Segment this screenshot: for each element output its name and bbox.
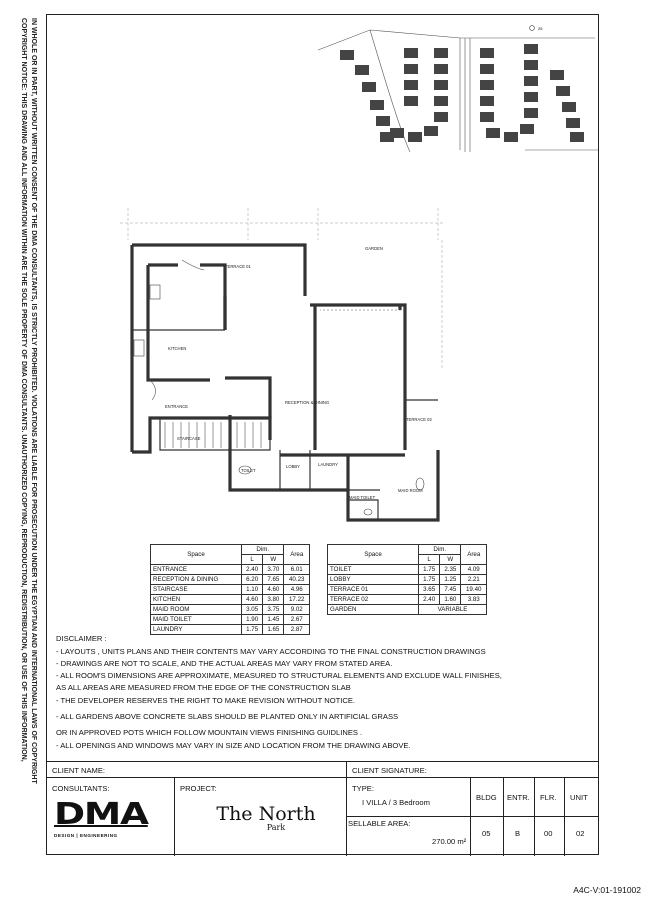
table-row [151, 625, 310, 635]
room-table-right [327, 544, 487, 615]
bldg-label: BLDG [476, 793, 497, 802]
type-value: I VILLA / 3 Bedroom [362, 798, 430, 807]
label-kitchen: KITCHEN [168, 346, 187, 351]
cell-space: MAID ROOM [151, 605, 242, 615]
type-label: TYPE: [352, 784, 374, 793]
cell-area: 2.21 [461, 575, 487, 585]
col-l: L [419, 555, 440, 565]
cell-l: 1.10 [242, 585, 263, 595]
flr-value: 00 [544, 829, 553, 838]
label-laundry: LAUNDRY [318, 462, 338, 467]
cell-space: KITCHEN [151, 595, 242, 605]
cell-l: 1.75 [419, 575, 440, 585]
table-row [328, 575, 487, 585]
site-plan-label: 25 [538, 26, 543, 31]
disclaimer-line: - LAYOUTS , UNITS PLANS AND THEIR CONTENTS MAY VARY ACCORDING TO THE FINAL CONSTRUCTION DRAWINGS [56, 647, 486, 656]
cell-area: 2.87 [284, 625, 310, 635]
sellable-area-label: SELLABLE AREA: [348, 819, 411, 828]
cell-l: 2.40 [242, 565, 263, 575]
disclaimer-line: - ALL GARDENS ABOVE CONCRETE SLABS SHOULD BE PLANTED ONLY IN ARTIFICIAL GRASS [56, 712, 399, 721]
cell-l: 1.75 [242, 625, 263, 635]
dma-logo [54, 797, 169, 838]
cell-area: 9.02 [284, 605, 310, 615]
label-terrace-02: TERRACE 02 [406, 417, 432, 422]
cell-space: TERRACE 02 [328, 595, 419, 605]
cell-l: 6.20 [242, 575, 263, 585]
cell-w: 3.70 [263, 565, 284, 575]
label-garden: GARDEN [365, 246, 383, 251]
col-space: Space [151, 545, 242, 565]
cell-space: RECEPTION & DINING [151, 575, 242, 585]
cell-w: 1.65 [263, 625, 284, 635]
cell-l: 2.40 [419, 595, 440, 605]
copyright-notice [8, 14, 50, 884]
entr-value: B [515, 829, 521, 838]
cell-space: LAUNDRY [151, 625, 242, 635]
entr-label: ENTR. [507, 793, 530, 802]
label-lobby: LOBBY [286, 464, 300, 469]
cell-area: VARIABLE [419, 605, 487, 615]
disclaimer-line: - THE DEVELOPER RESERVES THE RIGHT TO MAKE REVISION WITHOUT NOTICE. [56, 696, 356, 705]
cell-area: 17.22 [284, 595, 310, 605]
cell-l: 3.05 [242, 605, 263, 615]
cell-area: 6.01 [284, 565, 310, 575]
table-row [151, 615, 310, 625]
cell-w: 3.80 [263, 595, 284, 605]
cell-area: 2.67 [284, 615, 310, 625]
label-entrance: ENTRANCE [165, 404, 189, 409]
col-w: W [263, 555, 284, 565]
cell-area: 19.40 [461, 585, 487, 595]
project-logo [206, 804, 326, 832]
project-label: PROJECT: [180, 784, 217, 793]
project-logo-line1: The North [216, 803, 316, 825]
cell-l: 3.65 [419, 585, 440, 595]
col-space: Space [328, 545, 419, 565]
cell-space: ENTRANCE [151, 565, 242, 575]
table-row [151, 585, 310, 595]
col-w: W [440, 555, 461, 565]
flr-label: FLR. [540, 793, 557, 802]
cell-area: 3.83 [461, 595, 487, 605]
room-table-left [150, 544, 310, 635]
col-l: L [242, 555, 263, 565]
project-logo-line2: Park [266, 823, 286, 832]
cell-space: STAIRCASE [151, 585, 242, 595]
table-row [328, 595, 487, 605]
label-maid-room: MAID ROOM [398, 488, 423, 493]
floor-plan [120, 200, 450, 530]
sellable-area-value: 270.00 m² [432, 837, 467, 846]
label-terrace-01: TERRACE 01 [225, 264, 251, 269]
unit-value: 02 [576, 829, 585, 838]
cell-space: LOBBY [328, 575, 419, 585]
bldg-value: 05 [482, 829, 491, 838]
site-key-plan [310, 20, 600, 160]
client-signature-label: CLIENT SIGNATURE: [352, 766, 427, 775]
table-row [151, 605, 310, 615]
svg-text:COPYRIGHT NOTICE: THIS DRAWING [20, 18, 27, 762]
label-reception: RECEPTION & DINING [285, 400, 330, 405]
cell-space: TERRACE 01 [328, 585, 419, 595]
svg-text:IN WHOLE OR IN PART, WITHOUT W [30, 18, 37, 784]
col-dim: Dim. [419, 545, 461, 555]
cell-l: 1.75 [419, 565, 440, 575]
cell-l: 1.90 [242, 615, 263, 625]
cell-space: TOILET [328, 565, 419, 575]
table-row [151, 575, 310, 585]
disclaimer-line: - ALL ROOM'S DIMENSIONS ARE APPROXIMATE, MEASURED TO STRUCTURAL ELEMENTS AND EXCLUDE WALL FINISHES, [56, 671, 502, 680]
client-name-label: CLIENT NAME: [52, 766, 106, 775]
label-maid-toilet: MAID TOILET [349, 495, 376, 500]
cell-space: MAID TOILET [151, 615, 242, 625]
cell-space: GARDEN [328, 605, 419, 615]
table-row [328, 585, 487, 595]
cell-w: 1.25 [440, 575, 461, 585]
disclaimer-title: DISCLAIMER : [56, 634, 107, 643]
col-area: Area [461, 545, 487, 565]
cell-w: 4.60 [263, 585, 284, 595]
cell-area: 40.23 [284, 575, 310, 585]
disclaimer-line: - ALL OPENINGS AND WINDOWS MAY VARY IN SIZE AND LOCATION FROM THE DRAWING ABOVE. [56, 741, 411, 750]
dma-logo-sub: DESIGN | ENGINEERING [54, 833, 118, 838]
cell-area: 4.96 [284, 585, 310, 595]
copyright-line-2: IN WHOLE OR IN PART, WITHOUT WRITTEN CONSENT OF THE DMA CONSULTANTS, IS STRICTLY PROHIBITED. VIOLATIONS ARE LIABLE FOR PROSECUTION UNDER THE EGYPTIAN AND INTERNATIONAL LAWS OF COPYRIGHT [30, 18, 37, 784]
cell-w: 3.75 [263, 605, 284, 615]
table-row [151, 565, 310, 575]
table-row [328, 565, 487, 575]
cell-w: 1.60 [440, 595, 461, 605]
label-staircase: STAIRCASE [177, 436, 201, 441]
label-toilet: TOILET [241, 468, 256, 473]
disclaimer-line: AS ALL AREAS ARE MEASURED FROM THE EDGE OF THE CONSTRUCTION SLAB [56, 683, 351, 692]
cell-w: 7.45 [440, 585, 461, 595]
cell-w: 1.45 [263, 615, 284, 625]
disclaimer-line: - DRAWINGS ARE NOT TO SCALE, AND THE ACTUAL AREAS MAY VARY FROM STATED AREA. [56, 659, 393, 668]
cell-area: 4.09 [461, 565, 487, 575]
cell-l: 4.60 [242, 595, 263, 605]
copyright-line-1: COPYRIGHT NOTICE: THIS DRAWING AND ALL INFORMATION WITHIN ARE THE SOLE PROPERTY OF DMA CONSULTANTS. UNAUTHORIZED COPYING, REPRODUCTION, REDISTRIBUTION, OR USE OF THIS INFORMATION, [20, 18, 27, 762]
consultants-label: CONSULTANTS: [52, 784, 110, 793]
cell-w: 2.35 [440, 565, 461, 575]
disclaimer-line: OR IN APPROVED POTS WHICH FOLLOW MOUNTAIN VIEWS FINISHING GUIDLINES . [56, 728, 363, 737]
unit-label: UNIT [570, 793, 588, 802]
col-area: Area [284, 545, 310, 565]
sheet-code: A4C-V:01-191002 [573, 885, 641, 895]
dma-logo-text: DMA [54, 797, 148, 832]
title-block [46, 761, 599, 856]
col-dim: Dim. [242, 545, 284, 555]
cell-w: 7.65 [263, 575, 284, 585]
table-row [151, 595, 310, 605]
table-row-garden [328, 605, 487, 615]
